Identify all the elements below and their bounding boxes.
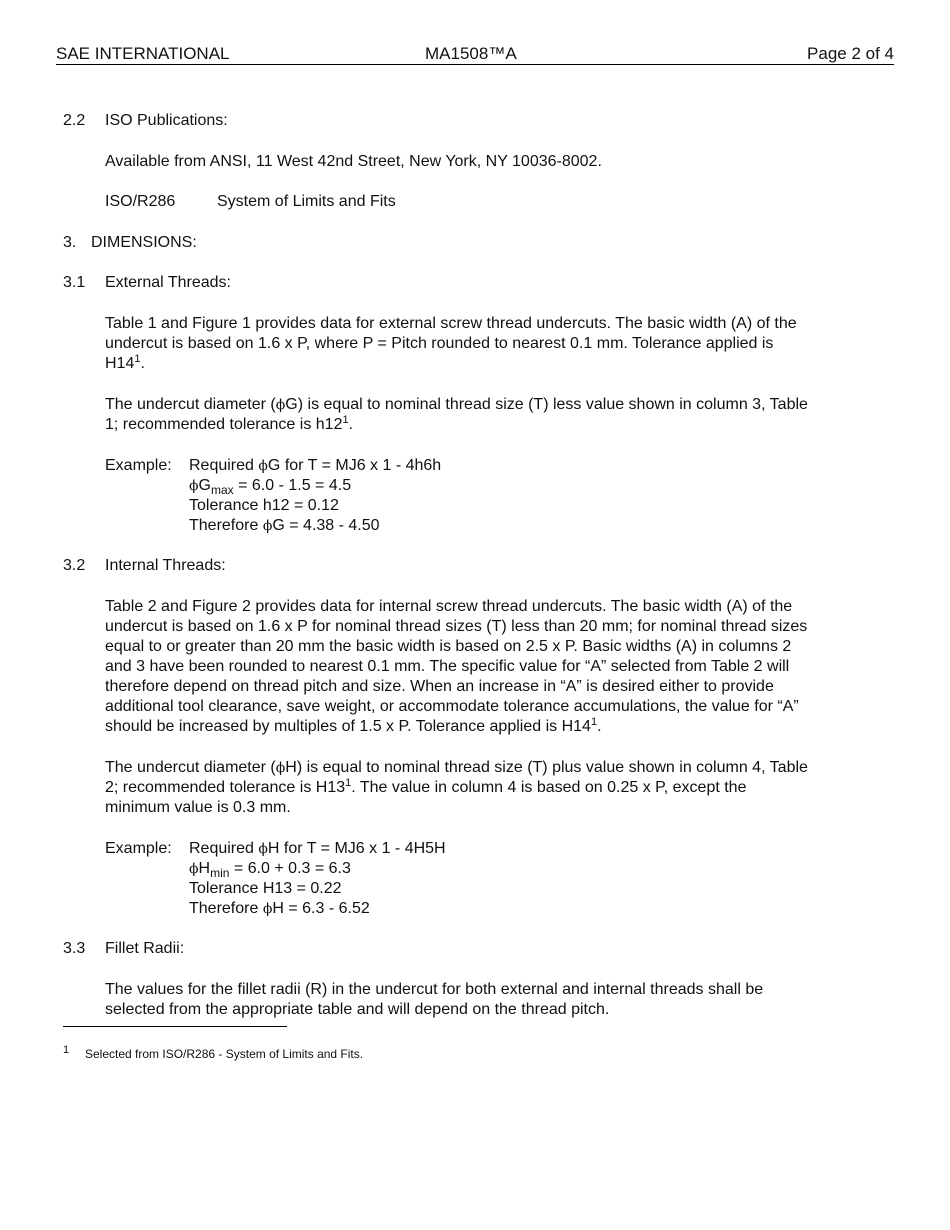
internal-example-line: Tolerance H13 = 0.22: [189, 880, 342, 897]
external-example-line: Required ϕG for T = MJ6 x 1 - 4h6h: [189, 457, 442, 474]
section-3-1-number: 3.1: [63, 274, 86, 291]
section-3-2-title: Internal Threads:: [105, 557, 226, 574]
section-3-title: DIMENSIONS:: [91, 234, 197, 251]
section-2-2-title: ISO Publications:: [105, 112, 228, 129]
external-example-label: Example:: [105, 457, 172, 474]
external-paragraph-line: $H14^1$.: [105, 353, 145, 372]
external-diameter-line: The undercut diameter (ϕG) is equal to nominal thread size (T) less value shown in column 3, Table: [105, 396, 808, 413]
section-3-3-number: 3.3: [63, 940, 86, 957]
internal-diameter-line: 2; recommended tolerance is $H13^1$. The value in column 4 is based on 0.25 x P, except the: [105, 777, 747, 796]
internal-diameter-line: The undercut diameter (ϕH) is equal to nominal thread size (T) plus value shown in column 4, Table: [105, 759, 808, 776]
phi-symbol: ϕ: [275, 760, 286, 776]
internal-example-label: Example:: [105, 840, 172, 857]
phi-symbol: ϕ: [275, 397, 286, 413]
internal-paragraph-line: additional tool clearance, save weight, or accommodate tolerance accumulations, the value for “A”: [105, 698, 799, 715]
footnote-reference: 1: [134, 353, 141, 365]
external-paragraph-line: undercut is based on 1.6 x P, where P = Pitch rounded to nearest 0.1 mm. Tolerance applied is: [105, 335, 774, 352]
header-page-number: Page 2 of 4: [807, 44, 894, 63]
external-example-line: $\phi G_{max} = 6.0 - 1.5 = 4.5$: [189, 477, 352, 497]
footnote-reference: 1: [345, 777, 352, 789]
iso-availability-text: Available from ANSI, 11 West 42nd Street, New York, NY 10036-8002.: [105, 153, 602, 170]
internal-example-line: $\phi H_{min} = 6.0 + 0.3 = 6.3$: [189, 860, 351, 880]
iso-reference-code: ISO/R286: [105, 193, 176, 210]
section-3-3-title: Fillet Radii:: [105, 940, 185, 957]
internal-paragraph-line: Table 2 and Figure 2 provides data for internal screw thread undercuts. The basic width (A) of the: [105, 598, 793, 615]
internal-paragraph-line: undercut is based on 1.6 x P for nominal thread sizes (T) less than 20 mm; for nominal thread sizes: [105, 618, 808, 635]
external-example-line: Therefore ϕG = 4.38 - 4.50: [189, 517, 380, 534]
footnote-text: Selected from ISO/R286 - System of Limits and Fits.: [85, 1047, 364, 1061]
footnote-reference: 1: [342, 414, 349, 426]
external-paragraph-line: Table 1 and Figure 1 provides data for external screw thread undercuts. The basic width (A) of the: [105, 315, 797, 332]
iso-reference-title: System of Limits and Fits: [217, 193, 396, 210]
external-diameter-line: 1; recommended tolerance is $h12^1$.: [105, 414, 354, 433]
section-3-number: 3.: [63, 234, 77, 251]
internal-example-line: Therefore ϕH = 6.3 - 6.52: [189, 900, 370, 917]
footnote-reference: 1: [590, 716, 598, 728]
section-3-2-number: 3.2: [63, 557, 86, 574]
footnote-mark: 1: [63, 1044, 70, 1056]
section-3-1-title: External Threads:: [105, 274, 231, 291]
footnote-divider: [63, 1026, 287, 1027]
fillet-paragraph-line: The values for the fillet radii (R) in the undercut for both external and internal threads shall be: [105, 981, 764, 998]
external-example-line: Tolerance h12 = 0.12: [189, 497, 339, 514]
internal-example-line: Required ϕH for T = MJ6 x 1 - 4H5H: [189, 840, 446, 857]
section-2-2-number: 2.2: [63, 112, 86, 129]
internal-paragraph-line: equal to or greater than 20 mm the basic width is based on 2.5 x P. Basic widths (A) in columns 2: [105, 638, 792, 655]
header-document-id: MA1508™A: [425, 44, 517, 63]
fillet-paragraph-line: selected from the appropriate table and will depend on the thread pitch.: [105, 1001, 610, 1018]
internal-paragraph-line: therefore depend on thread pitch and size. When an increase in “A” is desired either to provide: [105, 678, 774, 695]
internal-diameter-line: minimum value is 0.3 mm.: [105, 799, 291, 816]
internal-paragraph-line: should be increased by multiples of 1.5 x P. Tolerance applied is $H14^1$.: [105, 716, 602, 735]
page-header: [56, 44, 894, 65]
internal-paragraph-line: and 3 have been rounded to nearest 0.1 mm. The specific value for “A” selected from Table 2 will: [105, 658, 790, 675]
header-organization: SAE INTERNATIONAL: [56, 44, 230, 63]
